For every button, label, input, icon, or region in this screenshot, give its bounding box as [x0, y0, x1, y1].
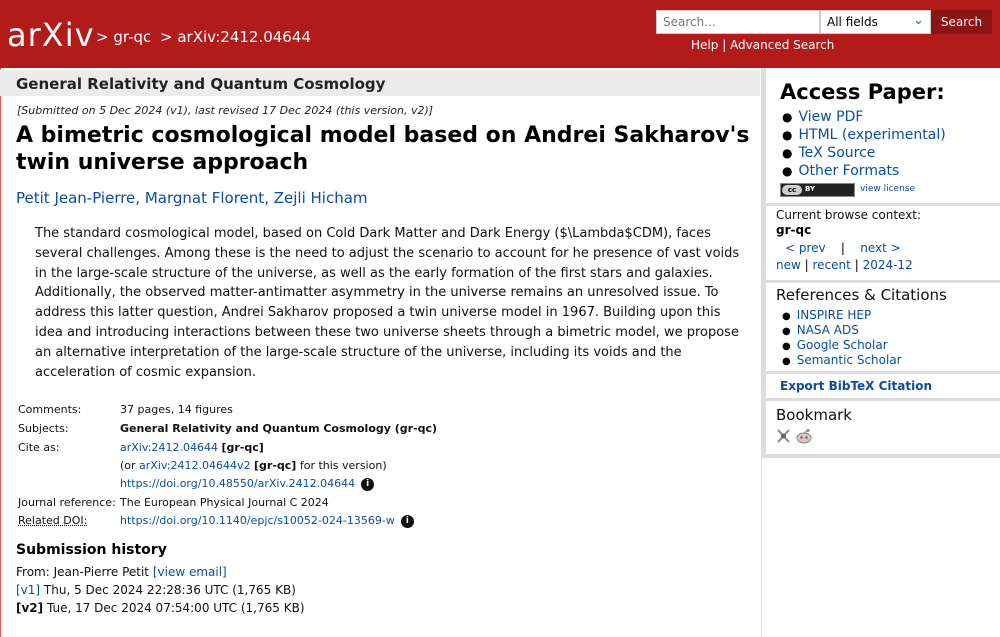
submission-history-title: Submission history [16, 542, 167, 558]
cc-icon: cc [782, 185, 802, 195]
meta-label: Subjects: [18, 422, 69, 435]
export-bibtex-link[interactable]: Export BibTeX Citation [780, 379, 933, 393]
other-formats-link[interactable] [782, 163, 899, 179]
submission-dates: [Submitted on 5 Dec 2024 (v1), last revised 17 Dec 2024 (this version, v2)] [17, 104, 434, 117]
browse-context-value: gr-qc [776, 223, 812, 237]
cite-version-suffix: for this version) [296, 459, 387, 472]
history-from-text: From: Jean-Pierre Petit [16, 565, 153, 579]
ref-item-label: Google Scholar [796, 338, 888, 352]
nasa-ads-link[interactable] [782, 323, 859, 337]
ref-item-label: INSPIRE HEP [796, 308, 872, 322]
by-icon: BY [805, 185, 816, 193]
inspire-hep-link[interactable] [782, 308, 871, 322]
author-link[interactable]: Petit Jean-Pierre [16, 189, 136, 207]
sidebar-divider [766, 371, 1000, 374]
subject-bar-title: General Relativity and Quantum Cosmology [16, 75, 386, 93]
arxiv-logo[interactable]: arXiv [7, 16, 95, 54]
access-item-label: TeX Source [798, 145, 876, 161]
header-links [691, 38, 834, 52]
cc-by-license-icon[interactable] [780, 183, 855, 197]
header-link-separator: | [722, 38, 727, 52]
tex-source-link[interactable] [782, 145, 875, 161]
sidebar-divider [766, 280, 1000, 283]
sidebar-divider [766, 203, 1000, 206]
cite-category: [gr-qc] [221, 441, 264, 454]
view-email-link[interactable]: [view email] [152, 565, 227, 579]
chevron-down-icon: ⌄ [913, 13, 924, 28]
bookmark-icons [776, 428, 816, 444]
recent-link[interactable]: recent [812, 258, 851, 272]
bullet-icon: ● [782, 326, 791, 337]
help-link[interactable]: Help [691, 38, 719, 52]
breadcrumb-category[interactable]: > gr-qc [96, 28, 152, 46]
search-field-value: All fields [827, 15, 878, 29]
sidebar-divider [766, 398, 1000, 401]
version-v2-label: [v2] [16, 601, 44, 615]
meta-related-doi-value [120, 514, 414, 528]
prev-link[interactable]: < prev [785, 241, 826, 255]
search-input[interactable]: Search... [656, 10, 820, 34]
browse-nav [785, 241, 901, 255]
meta-label: Journal reference: [18, 496, 116, 509]
browse-context-label: Current browse context: [776, 208, 922, 222]
author-link[interactable]: Zejli Hicham [273, 189, 368, 207]
reddit-icon[interactable] [797, 429, 811, 443]
meta-subjects-value: General Relativity and Quantum Cosmology (gr-qc) [120, 422, 438, 435]
view-pdf-link[interactable] [782, 109, 863, 125]
new-link[interactable]: new [776, 258, 801, 272]
bibsonomy-icon[interactable] [778, 430, 789, 442]
cite-version-category: [gr-qc] [254, 459, 297, 472]
info-icon[interactable]: i [361, 478, 374, 491]
abstract: The standard cosmological model, based on Cold Dark Matter and Dark Energy ($\Lambda$CDM), faces several challenges. Among these is the need to adjust the scenario to account for he presence of vast voids in the large-scale structure of the universe, as well as the early formation of the first stars and galaxies. Additionally, the observed matter-antimatter asymmetry in the universe remains an unresolved issue. To address this latter question, Andrei Sakharov proposed a twin universe model in 1967. Building upon this idea and introducing interactions between these two universe sheets through a bimetric model, we propose an alternative interpretation of the large-scale structure of the universe, including its voids and the acceleration of cosmic expansion. [35, 226, 740, 380]
version-v2-date: Tue, 17 Dec 2024 07:54:00 UTC (1,765 KB) [43, 601, 305, 615]
search-field-select[interactable] [820, 10, 931, 34]
bullet-icon: ● [782, 341, 791, 352]
access-item-label: View PDF [798, 109, 864, 125]
bullet-icon: ● [782, 164, 793, 178]
search-button[interactable]: Search [931, 10, 992, 34]
author-list: Petit Jean-Pierre, Margnat Florent, Zejli Hicham [16, 189, 368, 207]
next-link[interactable]: next > [860, 241, 901, 255]
meta-journal-value: The European Physical Journal C 2024 [120, 496, 329, 509]
cite-version-prefix: (or [120, 459, 140, 472]
bullet-icon: ● [782, 146, 793, 160]
breadcrumb [96, 28, 315, 46]
ref-item-label: Semantic Scholar [796, 353, 902, 367]
nav-separator: | [854, 258, 859, 272]
access-item-label: Other Formats [798, 163, 900, 179]
history-from [16, 565, 227, 579]
breadcrumb-paper-id[interactable]: > arXiv:2412.04644 [160, 28, 311, 46]
meta-label: Related DOI: [18, 514, 88, 527]
references-title: References & Citations [776, 286, 947, 304]
meta-doi-value [120, 477, 374, 491]
ref-item-label: NASA ADS [796, 323, 859, 337]
meta-cite-version-value [120, 459, 387, 472]
author-link[interactable]: Margnat Florent [144, 189, 265, 207]
advanced-search-link[interactable]: Advanced Search [730, 38, 835, 52]
meta-comments-value: 37 pages, 14 figures [120, 403, 233, 416]
semantic-scholar-link[interactable] [782, 353, 902, 367]
html-experimental-link[interactable] [782, 127, 946, 143]
site-header [0, 0, 1000, 68]
cite-version-link[interactable]: arXiv:2412.04644v2 [139, 459, 251, 472]
doi-link[interactable]: https://doi.org/10.48550/arXiv.2412.04644 [120, 477, 356, 490]
version-v1-date: Thu, 5 Dec 2024 22:28:36 UTC (1,765 KB) [40, 583, 296, 597]
version-v1-link[interactable]: [v1] [16, 583, 41, 597]
related-doi-link[interactable]: https://doi.org/10.1140/epjc/s10052-024-13569-w [120, 514, 395, 527]
subject-bar [0, 70, 760, 96]
cite-arxiv-link[interactable]: arXiv:2412.04644 [120, 441, 218, 454]
paper-title: A bimetric cosmological model based on Andrei Sakharov's twin universe approach [16, 123, 750, 175]
view-license-link[interactable]: view license [860, 184, 916, 194]
meta-cite-value [120, 441, 264, 454]
info-icon[interactable]: i [401, 515, 414, 528]
bullet-icon: ● [782, 128, 793, 142]
google-scholar-link[interactable] [782, 338, 888, 352]
bullet-icon: ● [782, 311, 791, 322]
month-link[interactable]: 2024-12 [862, 258, 913, 272]
bullet-icon: ● [782, 110, 793, 124]
bullet-icon: ● [782, 356, 791, 367]
nav-separator: | [840, 241, 845, 255]
access-item-label: HTML (experimental) [798, 127, 946, 143]
access-paper-title: Access Paper: [780, 80, 945, 104]
bookmark-title: Bookmark [776, 406, 852, 424]
history-v2 [16, 601, 305, 615]
meta-label: Comments: [18, 403, 82, 416]
history-v1 [16, 583, 296, 597]
nav-separator: | [804, 258, 809, 272]
meta-label: Cite as: [18, 441, 60, 454]
browse-listing-links [776, 258, 913, 272]
